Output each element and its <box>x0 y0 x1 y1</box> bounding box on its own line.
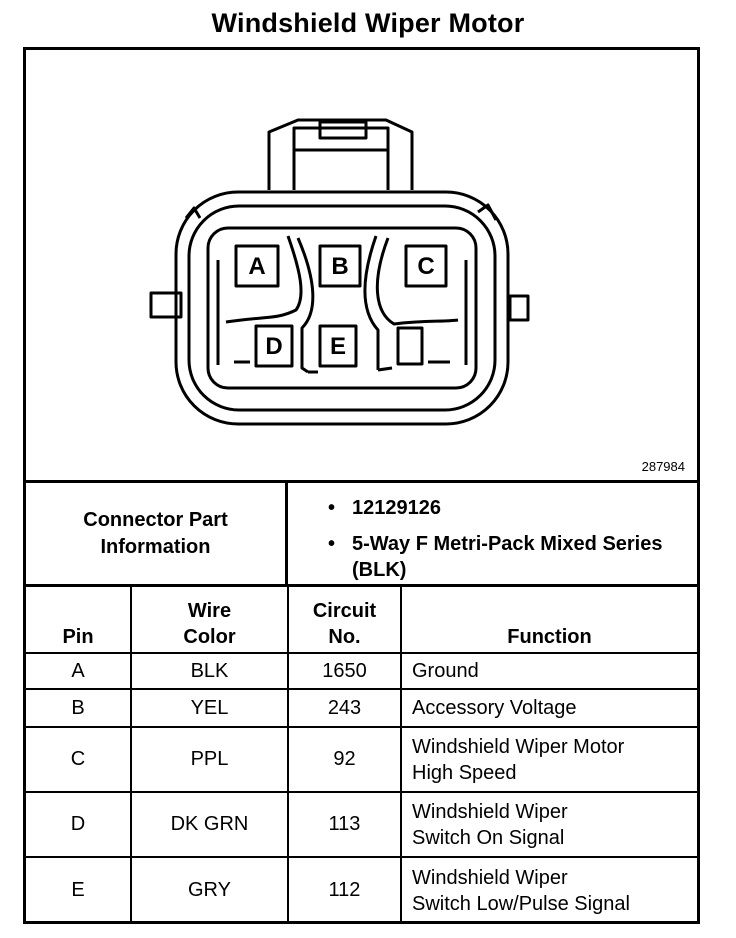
bullet: • <box>328 497 336 519</box>
cell-wire-color: PPL <box>131 727 288 792</box>
table-row <box>26 689 697 727</box>
connector-part-number: 12129126 <box>352 497 441 519</box>
cell-pin: A <box>26 653 131 689</box>
diagram-id: 287984 <box>641 459 685 474</box>
cell-wire-color: GRY <box>131 857 288 923</box>
connector-info-label-line2: Information <box>100 535 211 558</box>
connector-info-item <box>326 531 692 583</box>
cell-circuit: 243 <box>288 689 401 727</box>
connector-series: 5-Way F Metri-Pack Mixed Series (BLK) <box>352 533 663 581</box>
pin-label-a: A <box>248 253 266 280</box>
cell-pin: D <box>26 792 131 857</box>
cell-circuit: 1650 <box>288 653 401 689</box>
bullet: • <box>328 533 336 555</box>
connector-info-list <box>326 495 692 593</box>
pin-label-b: B <box>331 253 349 280</box>
pin-label-c: C <box>417 253 435 280</box>
table-row <box>26 727 697 792</box>
header-circuit-no: Circuit No. <box>288 586 401 654</box>
connector-info-label <box>26 483 288 584</box>
cell-function: Ground <box>401 653 697 689</box>
cell-pin: E <box>26 857 131 923</box>
connector-diagram <box>26 50 697 480</box>
cell-circuit: 112 <box>288 857 401 923</box>
connector-info-row <box>26 480 697 584</box>
cell-function: Accessory Voltage <box>401 689 697 727</box>
cell-circuit: 92 <box>288 727 401 792</box>
pin-label-e: E <box>329 333 347 360</box>
pin-table <box>26 584 697 923</box>
table-row <box>26 792 697 857</box>
cell-wire-color: DK GRN <box>131 792 288 857</box>
cell-wire-color: BLK <box>131 653 288 689</box>
cell-wire-color: YEL <box>131 689 288 727</box>
page-title: Windshield Wiper Motor <box>211 8 525 38</box>
pin-table-header <box>26 586 697 654</box>
connector-info-item <box>326 495 692 521</box>
cell-function: Windshield Wiper Motor High Speed <box>401 727 697 792</box>
pin-label-d: D <box>265 333 283 360</box>
connector-info-label-line1: Connector Part <box>83 508 228 531</box>
cell-pin: B <box>26 689 131 727</box>
table-row <box>26 857 697 923</box>
header-pin: Pin <box>26 586 131 654</box>
header-function: Function <box>401 586 697 654</box>
header-wire-color: Wire Color <box>131 586 288 654</box>
table-row <box>26 653 697 689</box>
cell-pin: C <box>26 727 131 792</box>
cell-function: Windshield Wiper Switch Low/Pulse Signal <box>401 857 697 923</box>
connector-frame <box>23 47 700 924</box>
connector-drawing <box>26 50 697 480</box>
cell-function: Windshield Wiper Switch On Signal <box>401 792 697 857</box>
cell-circuit: 113 <box>288 792 401 857</box>
